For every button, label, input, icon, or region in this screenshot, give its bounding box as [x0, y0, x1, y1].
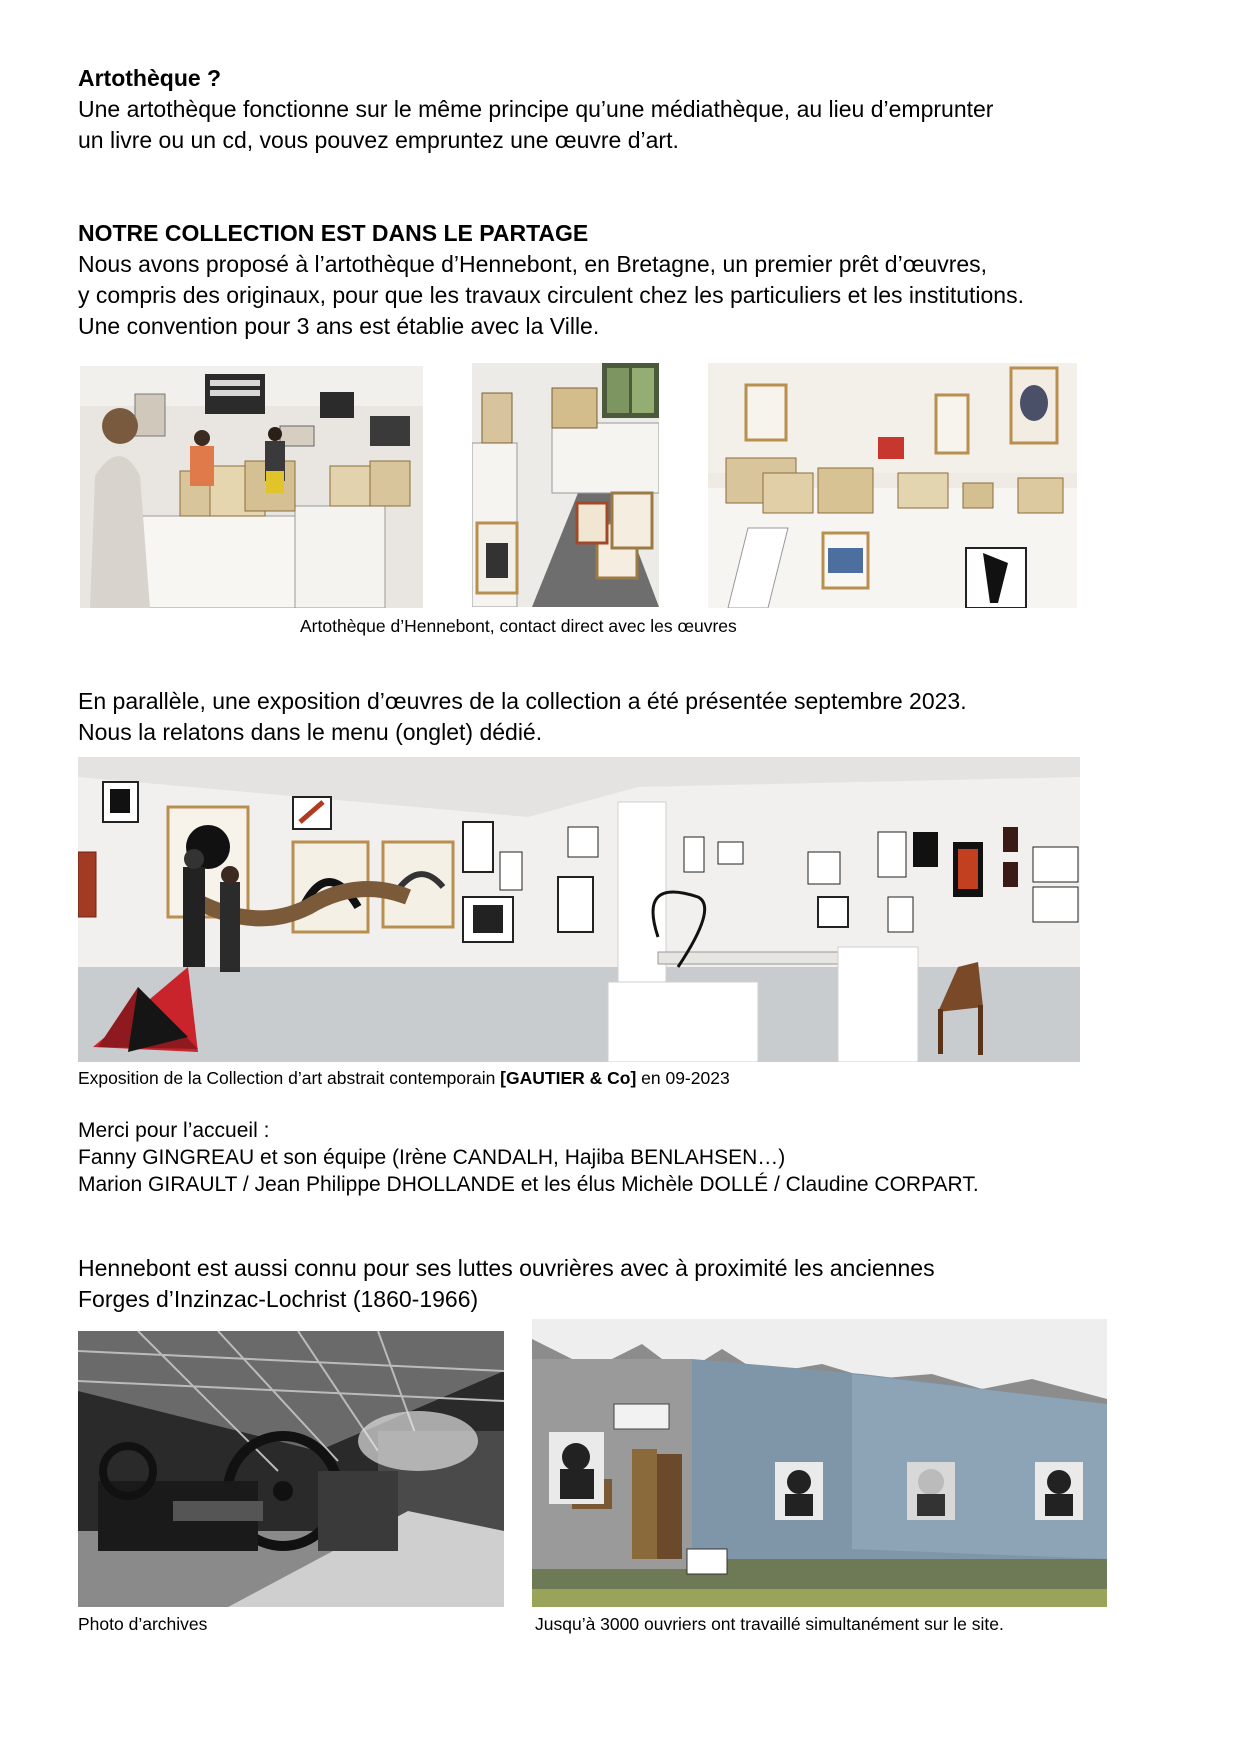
- thanks-line: Fanny GINGREAU et son équipe (Irène CANDALH, Hajiba BENLAHSEN…): [78, 1146, 786, 1169]
- photo-caption-artotheque: Artothèque d’Hennebont, contact direct avec les œuvres: [300, 616, 737, 636]
- paragraph-line: un livre ou un cd, vous pouvez empruntez une œuvre d’art.: [78, 127, 679, 153]
- paragraph-line: Une artothèque fonctionne sur le même principe qu’une médiathèque, au lieu d’emprunter: [78, 96, 994, 122]
- paragraph-line: En parallèle, une exposition d’œuvres de la collection a été présentée septembre 2023.: [78, 688, 967, 714]
- exhibition-photo: [78, 757, 1080, 1062]
- forges-photo-caption: Jusqu’à 3000 ouvriers ont travaillé simultanément sur le site.: [535, 1614, 1004, 1634]
- exhibition-caption-bold: [GAUTIER & Co]: [500, 1068, 637, 1088]
- artotheque-photo-1: [80, 366, 423, 608]
- paragraph-line: Forges d’Inzinzac-Lochrist (1860-1966): [78, 1286, 479, 1312]
- thanks-line: Marion GIRAULT / Jean Philippe DHOLLANDE et les élus Michèle DOLLÉ / Claudine CORPART.: [78, 1173, 979, 1196]
- exhibition-caption: [78, 1066, 730, 1090]
- exhibition-caption-text: Exposition de la Collection d’art abstrait contemporain: [78, 1068, 501, 1088]
- exhibition-caption-date: en 09-2023: [636, 1068, 730, 1088]
- section-heading-collection: NOTRE COLLECTION EST DANS LE PARTAGE: [78, 220, 589, 246]
- paragraph-line: Une convention pour 3 ans est établie avec la Ville.: [78, 313, 600, 339]
- artotheque-photo-2: [472, 363, 659, 607]
- paragraph-line: Nous avons proposé à l’artothèque d’Hennebont, en Bretagne, un premier prêt d’œuvres,: [78, 251, 988, 277]
- artotheque-photo-3: [708, 363, 1077, 608]
- thanks-line: Merci pour l’accueil :: [78, 1119, 270, 1142]
- forges-photo: [532, 1319, 1107, 1607]
- paragraph-line: y compris des originaux, pour que les travaux circulent chez les particuliers et les institutions.: [78, 282, 1024, 308]
- archive-photo: [78, 1331, 504, 1607]
- section-heading-artotheque: Artothèque ?: [78, 65, 222, 91]
- archive-photo-caption: Photo d’archives: [78, 1614, 208, 1634]
- paragraph-line: Hennebont est aussi connu pour ses luttes ouvrières avec à proximité les anciennes: [78, 1255, 935, 1281]
- paragraph-line: Nous la relatons dans le menu (onglet) dédié.: [78, 719, 543, 745]
